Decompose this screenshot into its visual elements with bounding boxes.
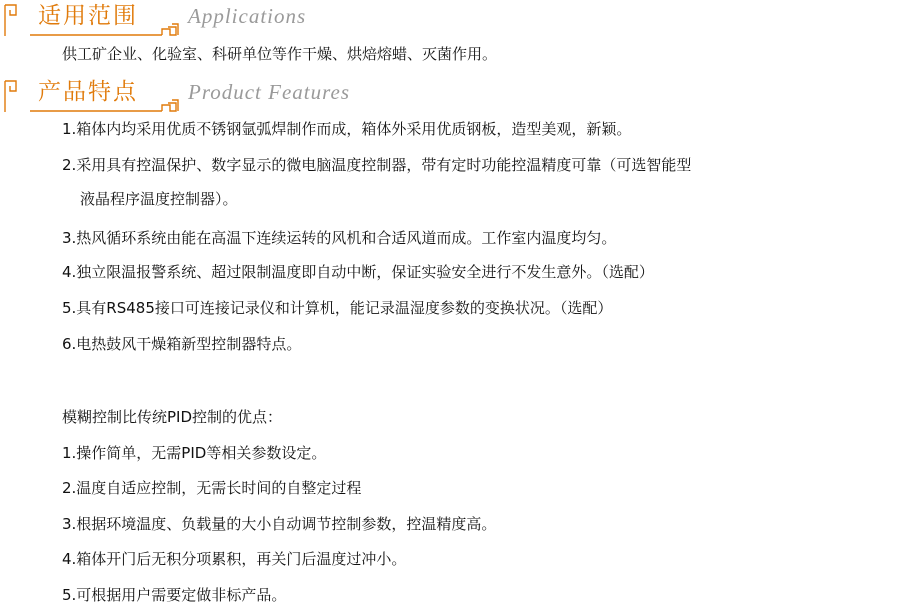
section-header-applications	[0, 0, 900, 40]
feature-item: 6.电热鼓风干燥箱新型控制器特点。	[62, 335, 302, 353]
features-title: 产品特点	[38, 79, 138, 105]
fuzzy-item: 2.温度自适应控制，无需长时间的自整定过程	[62, 479, 362, 497]
feature-item: 4.独立限温报警系统、超过限制温度即自动中断，保证实验安全进行不发生意外。（选配）	[62, 263, 654, 281]
features-subtitle: Product Features	[188, 80, 350, 104]
applications-subtitle: Applications	[188, 4, 307, 28]
applications-text: 供工矿企业、化验室、科研单位等作干燥、烘焙熔蜡、灭菌作用。	[62, 45, 498, 63]
feature-item: 3.热风循环系统由能在高温下连续运转的风机和合适风道而成。工作室内温度均匀。	[62, 229, 617, 247]
fuzzy-item: 5.可根据用户需要定做非标产品。	[62, 586, 287, 604]
fuzzy-item: 3.根据环境温度、负载量的大小自动调节控制参数，控温精度高。	[62, 515, 497, 533]
fuzzy-item: 1.操作简单，无需PID等相关参数设定。	[62, 444, 327, 462]
fuzzy-heading: 模糊控制比传统PID控制的优点：	[62, 408, 283, 426]
feature-item: 2.采用具有控温保护、数字显示的微电脑温度控制器，带有定时功能控温精度可靠（可选智能型	[62, 156, 692, 174]
section-header-features	[0, 76, 900, 116]
feature-item: 液晶程序温度控制器）。	[80, 190, 238, 208]
feature-item: 1.箱体内均采用优质不锈钢氩弧焊制作而成，箱体外采用优质钢板，造型美观，新颖。	[62, 120, 632, 138]
feature-item: 5.具有RS485接口可连接记录仪和计算机，能记录温湿度参数的变换状况。（选配）	[62, 299, 613, 317]
applications-title: 适用范围	[38, 3, 138, 29]
fuzzy-item: 4.箱体开门后无积分项累积，再关门后温度过冲小。	[62, 550, 407, 568]
